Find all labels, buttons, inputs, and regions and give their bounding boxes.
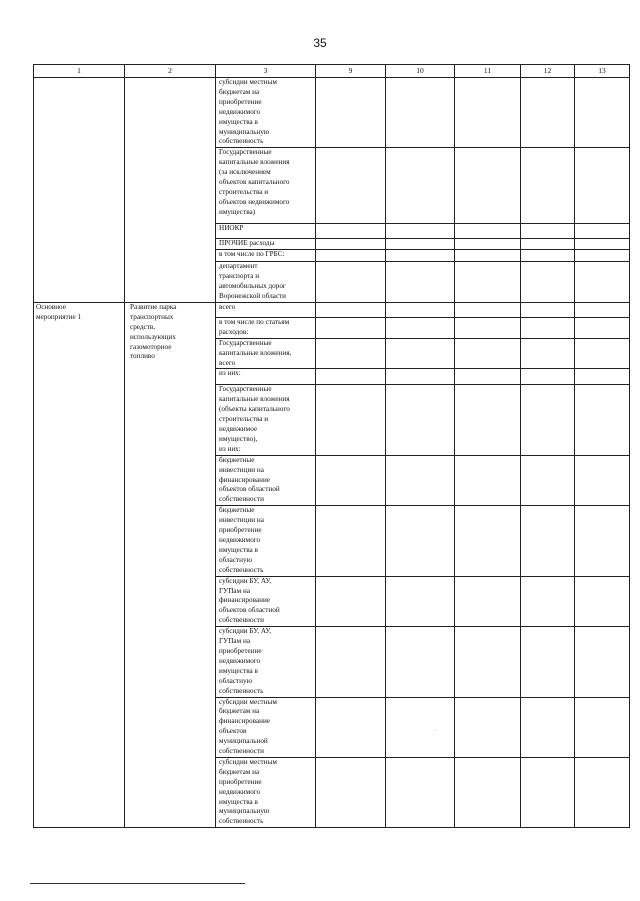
expense-type-cell: субсидии местным бюджетам на финансирование объектов муниципальной собственности [216,697,316,757]
value-cell [575,224,630,239]
value-cell [316,338,386,369]
activity-name-cell: Развитие парка транспортных средств, использующих газомоторное топливо [125,302,216,827]
value-cell [575,369,630,385]
value-cell [455,78,521,148]
value-cell [316,250,386,262]
table-row [34,78,630,148]
column-header-row [34,65,630,78]
column-header: 3 [216,65,316,78]
value-cell [521,455,575,506]
expense-type-cell: Государственные капитальные вложения (объекты капитального строительства и недвижимое имущество), из них: [216,385,316,455]
value-cell [386,757,455,827]
budget-table [33,64,630,828]
expense-type-cell: Государственные капитальные вложения (за исключением объектов капитального строительства и объектов недвижимого имущества) [216,148,316,224]
value-cell [575,148,630,224]
value-cell [455,317,521,338]
value-cell [575,627,630,697]
value-cell [316,697,386,757]
value-cell [455,148,521,224]
value-cell [316,302,386,317]
value-cell [386,576,455,627]
value-cell [386,455,455,506]
value-cell [386,338,455,369]
value-cell [521,239,575,250]
value-cell [455,369,521,385]
value-cell [386,250,455,262]
value-cell [316,78,386,148]
expense-type-cell: субсидии БУ, АУ, ГУПам на приобретение недвижимого имущества в областную собственность [216,627,316,697]
value-cell [316,385,386,455]
value-cell [316,627,386,697]
expense-type-cell: Государственные капитальные вложения, всего [216,338,316,369]
value-cell [575,250,630,262]
value-cell [316,506,386,576]
value-cell [455,506,521,576]
value-cell [386,148,455,224]
value-cell [386,369,455,385]
value-cell [575,239,630,250]
value-cell [575,455,630,506]
value-cell [386,506,455,576]
value-cell [575,506,630,576]
value-cell [386,317,455,338]
value-cell [521,385,575,455]
value-cell [455,385,521,455]
page-number: 35 [313,36,327,50]
expense-type-cell: субсидии БУ, АУ, ГУПам на финансирование объектов областной собственности [216,576,316,627]
value-cell [521,757,575,827]
value-cell [386,78,455,148]
column-header: 1 [34,65,125,78]
value-cell [521,262,575,303]
value-cell [386,302,455,317]
scan-speck: · [434,728,436,734]
activity-cell [34,78,125,303]
value-cell [455,338,521,369]
value-cell [575,697,630,757]
value-cell [575,576,630,627]
expense-type-cell: бюджетные инвестиции на приобретение недвижимого имущества в областную собственность [216,506,316,576]
value-cell [575,385,630,455]
value-cell [386,224,455,239]
value-cell [521,697,575,757]
value-cell [521,576,575,627]
value-cell [521,302,575,317]
value-cell [455,224,521,239]
value-cell [521,506,575,576]
value-cell [316,317,386,338]
value-cell [575,317,630,338]
value-cell [455,697,521,757]
expense-type-cell: из них: [216,369,316,385]
expense-type-cell: всего [216,302,316,317]
footer-rule [30,883,245,884]
value-cell [386,627,455,697]
expense-type-cell: НИОКР [216,224,316,239]
expense-type-cell: в том числе по статьям расходов: [216,317,316,338]
activity-cell: Основное мероприятие 1 [34,302,125,827]
activity-name-cell [125,78,216,303]
value-cell [455,262,521,303]
value-cell [316,455,386,506]
expense-type-cell: ПРОЧИЕ расходы [216,239,316,250]
value-cell [575,78,630,148]
value-cell [386,385,455,455]
value-cell [521,627,575,697]
column-header: 9 [316,65,386,78]
column-header: 2 [125,65,216,78]
value-cell [386,262,455,303]
column-header: 12 [521,65,575,78]
value-cell [316,369,386,385]
value-cell [316,757,386,827]
table-row [34,302,630,317]
value-cell [455,757,521,827]
value-cell [316,576,386,627]
column-header: 13 [575,65,630,78]
column-header: 11 [455,65,521,78]
expense-type-cell: департамент транспорта и автомобильных дорог Воронежской области [216,262,316,303]
value-cell [521,317,575,338]
value-cell [455,250,521,262]
expense-type-cell: в том числе по ГРБС: [216,250,316,262]
column-header: 10 [386,65,455,78]
value-cell [386,697,455,757]
value-cell [316,239,386,250]
expense-type-cell: субсидии местным бюджетам на приобретение недвижимого имущества в муниципальную собственность [216,757,316,827]
value-cell [521,148,575,224]
value-cell [455,239,521,250]
value-cell [455,627,521,697]
value-cell [521,78,575,148]
value-cell [521,224,575,239]
value-cell [455,302,521,317]
value-cell [575,757,630,827]
value-cell [455,455,521,506]
value-cell [455,576,521,627]
value-cell [521,250,575,262]
value-cell [386,239,455,250]
value-cell [316,262,386,303]
expense-type-cell: субсидии местным бюджетам на приобретение недвижимого имущества в муниципальную собственность [216,78,316,148]
value-cell [521,338,575,369]
expense-type-cell: бюджетные инвестиции на финансирование объектов областной собственности [216,455,316,506]
value-cell [316,148,386,224]
value-cell [575,338,630,369]
value-cell [575,262,630,303]
value-cell [316,224,386,239]
value-cell [575,302,630,317]
value-cell [521,369,575,385]
